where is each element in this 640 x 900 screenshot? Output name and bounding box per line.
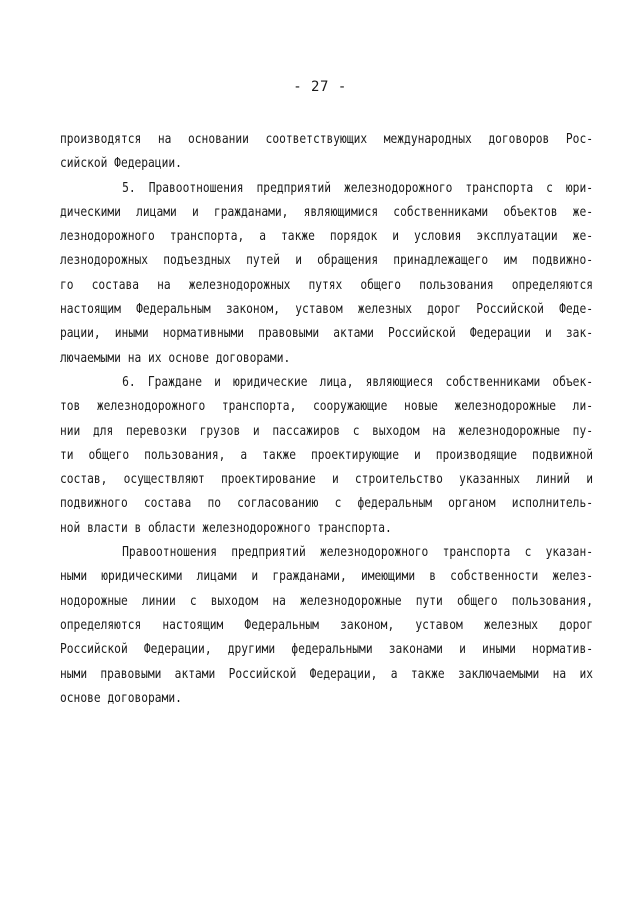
text-line: производятся на основании соответствующих международных договоров Рос-	[60, 132, 594, 147]
text-line: состав, осуществляют проектирование и строительство указанных линий и	[60, 472, 594, 488]
paragraph-continuation	[60, 128, 593, 177]
paragraph-relations	[60, 541, 593, 711]
text-line: нии для перевозки грузов и пассажиров с выходом на железнодорожные пу-	[60, 423, 594, 439]
text-line: настоящим Федеральным законом, уставом железных дорог Российской Феде-	[60, 302, 594, 318]
text-line: определяются настоящим Федеральным законом, уставом железных дорог	[60, 617, 594, 633]
text-line: нодорожные линии с выходом на железнодорожные пути общего пользования,	[60, 593, 594, 609]
text-line: сийской Федерации.	[60, 156, 182, 172]
text-line: Правоотношения предприятий железнодорожного транспорта с указан-	[122, 545, 594, 561]
text-line: тов железнодорожного транспорта, сооружающие новые железнодорожные ли-	[60, 399, 594, 415]
text-line: лезнодорожного транспорта, а также порядок и условия эксплуатации же-	[60, 229, 594, 245]
text-line: основе договорами.	[60, 690, 182, 706]
text-line: дическими лицами и гражданами, являющимися собственниками объектов же-	[60, 204, 594, 220]
paragraph-item-6	[60, 371, 593, 541]
text-line: ной власти в области железнодорожного транспорта.	[60, 520, 392, 536]
page-number: - 27 -	[293, 79, 347, 95]
text-line: лезнодорожных подъездных путей и обращения принадлежащего им подвижно-	[60, 253, 594, 269]
text-line: подвижного состава по согласованию с федеральным органом исполнитель-	[60, 496, 594, 512]
text-line: 5. Правоотношения предприятий железнодорожного транспорта с юри-	[122, 180, 594, 196]
text-line: рации, иными нормативными правовыми актами Российской Федерации и зак-	[60, 326, 594, 342]
paragraph-item-5	[60, 177, 593, 371]
document-body	[60, 128, 593, 711]
text-line: го состава на железнодорожных путях общего пользования определяются	[60, 277, 594, 293]
text-line: Российской Федерации, другими федеральными законами и иными норматив-	[60, 642, 594, 658]
text-line: 6. Граждане и юридические лица, являющиеся собственниками объек-	[122, 374, 594, 390]
text-line: ными правовыми актами Российской Федерации, а также заключаемыми на их	[60, 666, 594, 682]
text-line: лючаемыми на их основе договорами.	[60, 350, 291, 366]
text-line: ными юридическими лицами и гражданами, имеющими в собственности желез-	[60, 569, 594, 585]
text-line: ти общего пользования, а также проектирующие и производящие подвижной	[60, 447, 594, 463]
